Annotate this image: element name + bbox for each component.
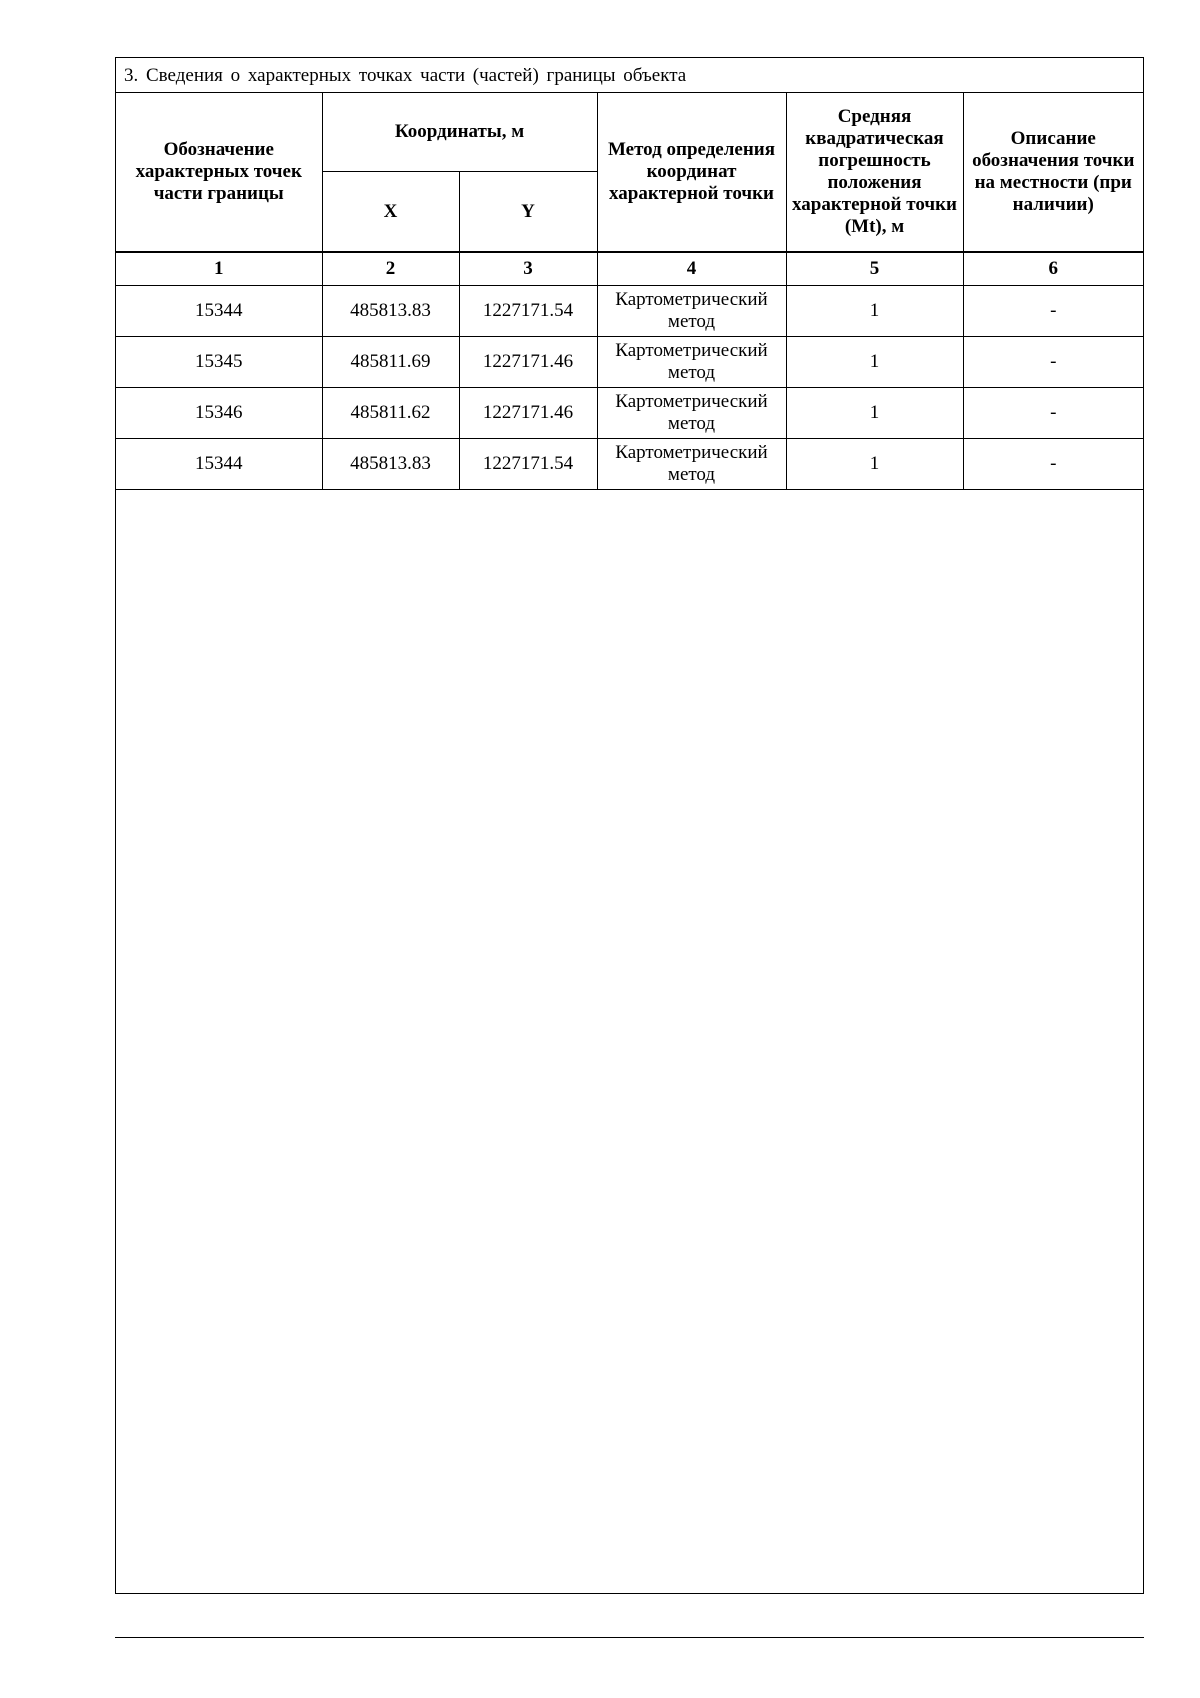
characteristic-points-table — [116, 93, 1143, 490]
header-x: X — [322, 172, 459, 253]
coord-y: 1227171.46 — [459, 337, 597, 388]
method: Картометрический метод — [597, 439, 786, 490]
coord-x: 485811.69 — [322, 337, 459, 388]
mean-error: 1 — [786, 286, 963, 337]
column-number: 1 — [116, 252, 322, 286]
coord-y: 1227171.54 — [459, 286, 597, 337]
coord-y: 1227171.54 — [459, 439, 597, 490]
mean-error: 1 — [786, 388, 963, 439]
column-number: 3 — [459, 252, 597, 286]
coord-y: 1227171.46 — [459, 388, 597, 439]
table-row — [116, 388, 1143, 439]
coord-x: 485813.83 — [322, 286, 459, 337]
coord-x: 485811.62 — [322, 388, 459, 439]
header-coordinates: Координаты, м — [322, 93, 597, 172]
point-id: 15344 — [116, 439, 322, 490]
point-id: 15345 — [116, 337, 322, 388]
point-id: 15346 — [116, 388, 322, 439]
header-method: Метод определения координат характерной точки — [597, 93, 786, 252]
footer-rule — [115, 1637, 1144, 1638]
document-frame — [115, 57, 1144, 1594]
description: - — [963, 286, 1143, 337]
section-title: 3. Сведения о характерных точках части (частей) границы объекта — [116, 58, 1143, 93]
column-number: 5 — [786, 252, 963, 286]
header-y: Y — [459, 172, 597, 253]
description: - — [963, 439, 1143, 490]
column-number: 2 — [322, 252, 459, 286]
column-number: 6 — [963, 252, 1143, 286]
table-row — [116, 439, 1143, 490]
header-mean-error: Средняя квадратическая погрешность положения характерной точки (Mt), м — [786, 93, 963, 252]
method: Картометрический метод — [597, 388, 786, 439]
method: Картометрический метод — [597, 286, 786, 337]
table-row — [116, 286, 1143, 337]
description: - — [963, 388, 1143, 439]
column-number: 4 — [597, 252, 786, 286]
coord-x: 485813.83 — [322, 439, 459, 490]
mean-error: 1 — [786, 337, 963, 388]
table-row — [116, 337, 1143, 388]
method: Картометрический метод — [597, 337, 786, 388]
header-description: Описание обозначения точки на местности (при наличии) — [963, 93, 1143, 252]
mean-error: 1 — [786, 439, 963, 490]
point-id: 15344 — [116, 286, 322, 337]
description: - — [963, 337, 1143, 388]
header-point-designation: Обозначение характерных точек части границы — [116, 93, 322, 252]
